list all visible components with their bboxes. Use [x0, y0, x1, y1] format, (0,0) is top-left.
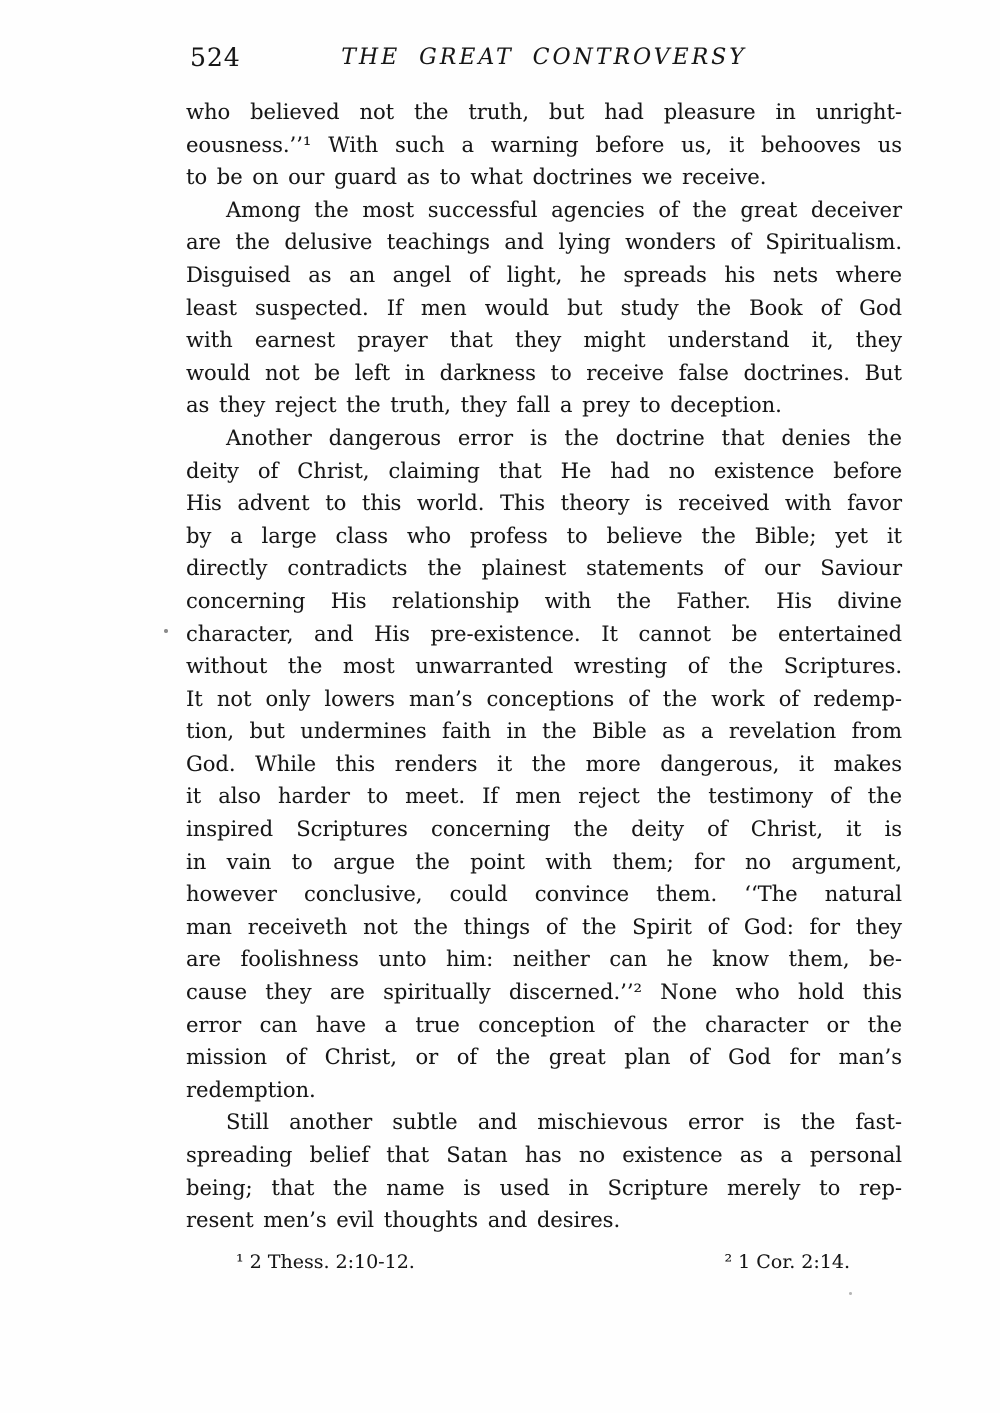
page-header [186, 42, 902, 74]
text-line: tion, but undermines faith in the Bible as a revelation from [186, 719, 902, 744]
text-line: spreading belief that Satan has no existence as a personal [186, 1143, 902, 1167]
text-line: as they reject the truth, they fall a prey to deception. [186, 393, 782, 418]
text-line: by a large class who profess to believe the Bible; yet it [186, 523, 902, 548]
text-line: inspired Scriptures concerning the deity of Christ, it is [186, 817, 902, 842]
text-line: concerning His relationship with the Father. His divine [186, 588, 902, 613]
text-line: Among the most successful agencies of the great deceiver [226, 197, 902, 222]
text-line: error can have a true conception of the character or the [186, 1012, 902, 1037]
footnotes [186, 1251, 902, 1273]
text-line: directly contradicts the plainest statements of our Saviour [186, 556, 902, 581]
text-line: Still another subtle and mischievous error is the fast- [226, 1110, 902, 1135]
text-line: with earnest prayer that they might understand it, they [186, 328, 902, 353]
text-line: redemption. [186, 1077, 316, 1102]
text-line: His advent to this world. This theory is received with favor [186, 491, 902, 516]
text-line: character, and His pre-existence. It cannot be entertained [186, 621, 902, 646]
text-line: It not only lowers man’s conceptions of the work of redemp- [186, 686, 902, 711]
paragraph [186, 1106, 902, 1236]
text-line: least suspected. If men would but study the Book of God [186, 295, 902, 320]
text-line: deity of Christ, claiming that He had no existence before [186, 458, 902, 483]
text-line: Disguised as an angel of light, he spreads his nets where [186, 262, 902, 287]
text-line: man receiveth not the things of the Spirit of God: for they [186, 914, 902, 939]
text-line: God. While this renders it the more dangerous, it makes [186, 751, 902, 776]
scan-speck [849, 1292, 852, 1295]
text-line: without the most unwarranted wresting of the Scriptures. [186, 654, 902, 679]
text-line: cause they are spiritually discerned.’’² None who hold this [186, 980, 902, 1005]
text-line: Another dangerous error is the doctrine that denies the [226, 425, 902, 450]
scan-speck [164, 629, 168, 633]
text-line: eousness.’’¹ With such a warning before us, it behooves us [186, 132, 902, 157]
page-number: 524 [190, 43, 241, 72]
text-line: however conclusive, could convince them. ‘‘The natural [186, 882, 902, 907]
text-line: who believed not the truth, but had pleasure in unright- [186, 100, 902, 124]
text-line: being; that the name is used in Scripture merely to rep- [186, 1175, 902, 1200]
body-text [186, 96, 902, 1237]
text-line: mission of Christ, or of the great plan of God for man’s [186, 1045, 902, 1070]
text-line: would not be left in darkness to receive false doctrines. But [186, 360, 902, 385]
footnote-right: ² 1 Cor. 2:14. [724, 1251, 850, 1273]
paragraph [186, 194, 902, 422]
paragraph [186, 422, 902, 1106]
running-title: THE GREAT CONTROVERSY [341, 45, 747, 70]
text-line: resent men’s evil thoughts and desires. [186, 1208, 621, 1233]
text-line: to be on our guard as to what doctrines we receive. [186, 165, 767, 190]
text-line: are foolishness unto him: neither can he know them, be- [186, 947, 902, 972]
text-line: in vain to argue the point with them; for no argument, [186, 849, 902, 874]
text-line: it also harder to meet. If men reject the testimony of the [186, 784, 902, 809]
paragraph [186, 96, 902, 194]
text-line: are the delusive teachings and lying wonders of Spiritualism. [186, 230, 902, 255]
footnote-left: ¹ 2 Thess. 2:10-12. [236, 1251, 415, 1273]
